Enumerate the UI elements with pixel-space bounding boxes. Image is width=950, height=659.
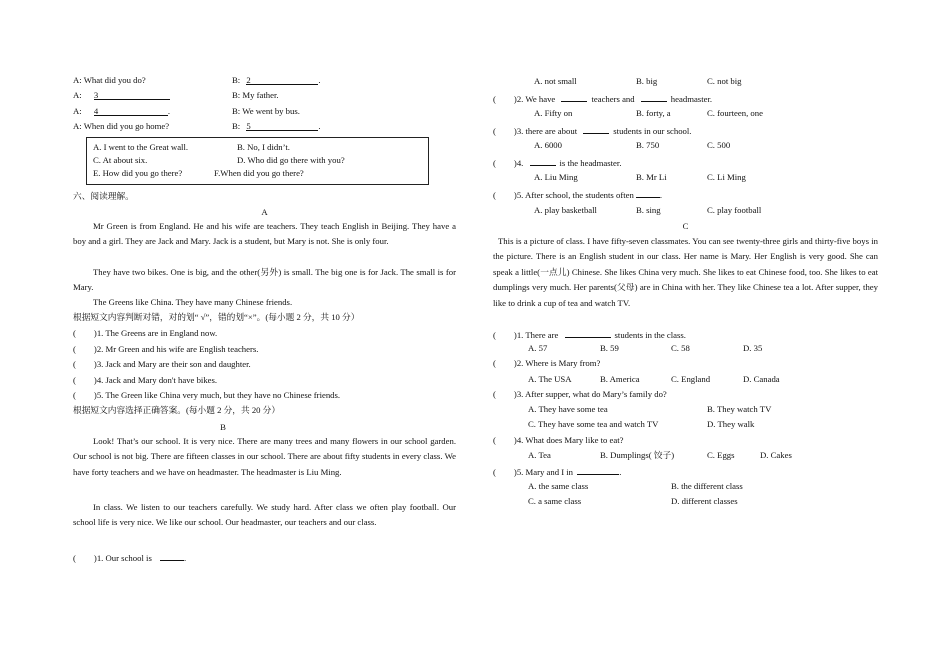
c-q5-option-c: C. a same class (528, 496, 582, 506)
b-question-1 (73, 551, 186, 564)
answer-paren-open[interactable]: ( (73, 390, 76, 400)
question-text: 4. What does Mary like to eat? (516, 435, 624, 445)
section-title: 六、阅读理解。 (73, 191, 134, 201)
answer-paren-close: ) (513, 330, 517, 340)
c-question-3 (493, 389, 667, 400)
judge-item-text: 5. The Green like China very much, but they have no Chinese friends. (96, 390, 341, 400)
b-question-4 (493, 156, 622, 169)
answer-paren-close: ) (513, 435, 517, 445)
c-question-5 (493, 465, 621, 478)
answer-blank[interactable] (160, 551, 187, 563)
answer-paren-close: ) (513, 358, 517, 368)
question-text: 2. Where is Mary from? (516, 358, 601, 368)
passage-c-paragraph: This is a picture of class. I have fifty-seven classmates. You can see twenty-three girls and thirty-five boys in the picture. There is an English student in our class. Her name is Mary. Her English is very good. She can speak a little(一点儿) Chinese. She likes China very much. She likes to eat Chinese food, too. She likes to eat dumplings very much. Her parents(父母) are in China with her. They like Chinese tea a lot. After supper, they like to drink a cup of tea and watch TV. (493, 236, 878, 308)
answer-paren-open[interactable]: ( (493, 330, 496, 340)
answer-paren-open[interactable]: ( (493, 358, 496, 368)
answer-paren-open[interactable]: ( (73, 328, 76, 338)
answer-paren-open[interactable]: ( (493, 94, 496, 104)
b-question-2 (493, 92, 712, 105)
answer-blank[interactable] (530, 156, 556, 166)
b-q1-option-b: B. big (636, 76, 658, 86)
c-q3-option-a: A. They have some tea (528, 404, 608, 414)
c-q2-option-a: A. The USA (528, 374, 572, 384)
dialog-line-3b: B: We went by bus. (232, 106, 300, 116)
c-question-1 (493, 328, 686, 341)
question-text: 3. After supper, what do Mary’s family do? (516, 389, 667, 399)
option-e: E. How did you go there? (93, 168, 183, 178)
c-q4-option-a: A. Tea (528, 450, 551, 460)
c-question-4 (493, 435, 624, 446)
question-text: 1. Our school is (96, 553, 152, 563)
c-q4-option-b: B. Dumplings( 饺子) (600, 450, 675, 460)
c-q4-option-d: D. Cakes (760, 450, 792, 460)
answer-paren-close: ) (93, 359, 97, 369)
punctuation: . (167, 106, 171, 116)
punctuation: . (318, 121, 321, 131)
passage-a-label: A (261, 207, 268, 217)
c-q5-option-b: B. the different class (671, 481, 743, 491)
answer-paren-close: ) (93, 375, 97, 385)
c-q3-option-c: C. They have some tea and watch TV (528, 419, 659, 429)
judge-item-4 (73, 375, 217, 386)
answer-paren-close: ) (513, 389, 517, 399)
answer-blank[interactable] (636, 188, 663, 200)
option-f: F.When did you go there? (214, 168, 304, 178)
speaker-label: B: (232, 75, 241, 85)
passage-c-label: C (682, 221, 689, 231)
answer-blank[interactable] (583, 124, 609, 134)
punctuation: . (659, 190, 663, 200)
answer-paren-close: ) (513, 467, 517, 477)
question-text: 5. Mary and I in (516, 467, 574, 477)
blank-number: 3 (93, 90, 99, 100)
b-q3-option-b: B. 750 (636, 140, 660, 150)
speaker-label: B: (232, 121, 241, 131)
c-q3-option-d: D. They walk (707, 419, 755, 429)
answer-paren-close: ) (93, 344, 97, 354)
question-text: is the headmaster. (559, 158, 622, 168)
c-q4-option-c: C. Eggs (707, 450, 735, 460)
answer-blank-4[interactable] (93, 106, 171, 116)
b-q2-option-c: C. fourteen, one (707, 108, 763, 118)
b-q1-option-c: C. not big (707, 76, 742, 86)
answer-paren-open[interactable]: ( (73, 344, 76, 354)
b-q5-option-c: C. play football (707, 205, 762, 215)
punctuation: . (619, 467, 622, 477)
question-text: teachers and (591, 94, 635, 104)
punctuation: . (318, 75, 321, 85)
passage-b-paragraph-2: In class. We listen to our teachers carefully. We study hard. After class we often play football. Our school life is very nice. We like our school. Our headmaster, our teachers and our class. (73, 502, 456, 528)
dialog-line-1a: A: What did you do? (73, 75, 146, 85)
question-text: 5. After school, the students often (516, 190, 634, 200)
answer-paren-close: ) (513, 94, 517, 104)
judge-item-3 (73, 359, 251, 370)
answer-blank-2[interactable] (246, 75, 321, 85)
answer-paren-open[interactable]: ( (73, 375, 76, 385)
passage-a-paragraph-1: Mr Green is from England. He and his wife are teachers. They teach English in Beijing. They have a boy and a girl. They are Jack and Mary. Jack is a student, but Mary is not. She is only four. (73, 221, 456, 247)
passage-b-label: B (220, 422, 226, 432)
c-q2-option-d: D. Canada (743, 374, 780, 384)
b-q2-option-b: B. forty, a (636, 108, 671, 118)
b-q5-option-a: A. play basketball (534, 205, 597, 215)
dialog-line-4a: A: When did you go home? (73, 121, 170, 131)
c-q3-option-b: B. They watch TV (707, 404, 772, 414)
question-text: students in the class. (614, 330, 686, 340)
c-q1-option-b: B. 59 (600, 343, 619, 353)
answer-blank[interactable] (577, 465, 622, 477)
question-text: headmaster. (670, 94, 713, 104)
dialog-line-3a (73, 106, 170, 117)
b-q2-option-a: A. Fifty on (534, 108, 573, 118)
c-q2-option-b: B. America (600, 374, 640, 384)
answer-paren-close: ) (513, 126, 517, 136)
question-text: 3. there are about (516, 126, 578, 136)
answer-paren-open[interactable]: ( (73, 359, 76, 369)
b-q5-option-b: B. sing (636, 205, 661, 215)
answer-blank[interactable] (641, 92, 667, 102)
option-c: C. At about six. (93, 155, 148, 165)
answer-paren-open[interactable]: ( (493, 190, 496, 200)
judge-item-2 (73, 344, 258, 355)
speaker-label: A: (73, 106, 82, 116)
judge-item-5 (73, 390, 340, 401)
c-q5-option-a: A. the same class (528, 481, 589, 491)
speaker-label: A: (73, 90, 82, 100)
dialog-line-2b: B: My father. (232, 90, 279, 100)
c-q5-option-d: D. different classes (671, 496, 738, 506)
question-text: 4. (516, 158, 524, 168)
dialog-line-1b (232, 75, 321, 86)
b-q3-option-c: C. 500 (707, 140, 731, 150)
passage-b-instruction: 根据短文内容选择正确答案。(每小题 2 分，共 20 分） (73, 405, 281, 415)
option-a: A. I went to the Great wall. (93, 142, 189, 152)
answer-paren-close: ) (93, 328, 97, 338)
blank-number: 4 (93, 106, 99, 116)
answer-paren-close: ) (93, 553, 97, 563)
b-q4-option-c: C. Li Ming (707, 172, 746, 182)
c-q1-option-c: C. 58 (671, 343, 690, 353)
passage-a-instruction: 根据短文内容判断对错，对的划“ √”，错的划“×”。(每小题 2 分，共 10 分） (73, 312, 360, 322)
b-q1-option-a: A. not small (534, 76, 577, 86)
judge-item-text: 2. Mr Green and his wife are English teachers. (96, 344, 259, 354)
b-q3-option-a: A. 6000 (534, 140, 562, 150)
passage-a-paragraph-3: The Greens like China. They have many Chinese friends. (93, 297, 293, 307)
punctuation: . (184, 553, 187, 563)
question-text: students in our school. (613, 126, 692, 136)
b-q4-option-a: A. Liu Ming (534, 172, 578, 182)
answer-paren-open[interactable]: ( (73, 553, 76, 563)
c-q2-option-c: C. England (671, 374, 711, 384)
blank-number: 2 (246, 75, 251, 85)
answer-paren-open[interactable]: ( (493, 435, 496, 445)
answer-blank-5[interactable] (246, 121, 321, 131)
option-b: B. No, I didn’t. (237, 142, 290, 152)
b-question-3 (493, 124, 691, 137)
c-question-2 (493, 358, 600, 369)
c-q1-option-d: D. 35 (743, 343, 763, 353)
answer-paren-close: ) (93, 390, 97, 400)
answer-paren-close: ) (513, 190, 517, 200)
judge-item-text: 1. The Greens are in England now. (96, 328, 218, 338)
answer-blank-3[interactable] (94, 90, 170, 100)
answer-paren-open[interactable]: ( (493, 389, 496, 399)
answer-blank[interactable] (565, 328, 611, 338)
question-text: 2. We have (516, 94, 556, 104)
dialog-line-4b (232, 121, 321, 132)
passage-b-paragraph-1: Look! That’s our school. It is very nice. There are many trees and many flowers in our school garden. Our school is not big. There are fifteen classes in our school. There are about fifty students in every class. We have forty teachers and we have on headmaster. The headmaster is Liu Ming. (73, 436, 456, 477)
judge-item-1 (73, 328, 217, 339)
question-text: 1. There are (516, 330, 559, 340)
b-q4-option-b: B. Mr Li (636, 172, 667, 182)
blank-number: 5 (246, 121, 251, 131)
answer-blank[interactable] (561, 92, 587, 102)
dialog-line-2a (73, 90, 170, 101)
answer-paren-open[interactable]: ( (493, 158, 496, 168)
passage-a-paragraph-2: They have two bikes. One is big, and the other(另外) is small. The big one is for Jack. The small is for Mary. (73, 267, 456, 293)
judge-item-text: 3. Jack and Mary are their son and daughter. (96, 359, 251, 369)
option-d: D. Who did go there with you? (237, 155, 345, 165)
judge-item-text: 4. Jack and Mary don't have bikes. (96, 375, 218, 385)
answer-paren-open[interactable]: ( (493, 126, 496, 136)
b-question-5 (493, 188, 662, 201)
answer-paren-open[interactable]: ( (493, 467, 496, 477)
c-q1-option-a: A. 57 (528, 343, 548, 353)
answer-paren-close: ) (513, 158, 517, 168)
